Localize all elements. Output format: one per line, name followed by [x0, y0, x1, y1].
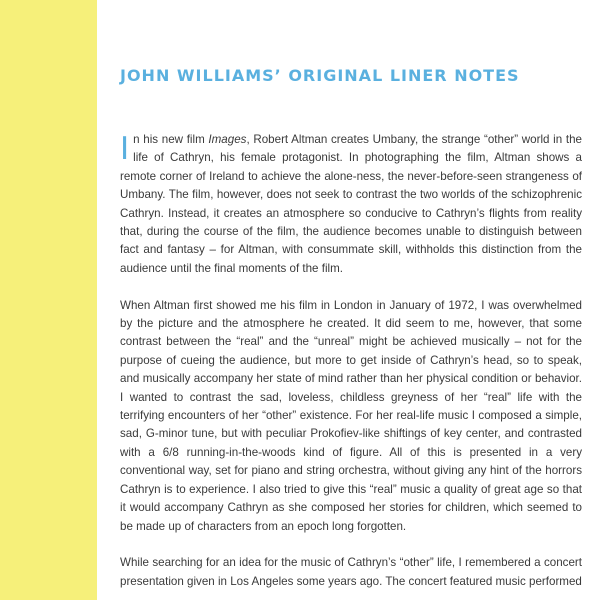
paragraph-3: While searching for an idea for the music of Cathryn’s “other” life, I remembered a concert presentation given in Los Angeles some years ago. The concert featured music performed	[120, 556, 582, 588]
film-title: Images	[208, 133, 247, 146]
title-panel	[97, 0, 600, 112]
paragraph-1-lead: n his new film	[133, 133, 209, 146]
yellow-left-band	[0, 0, 97, 600]
page-title: JOHN WILLIAMS’ ORIGINAL LINER NOTES	[120, 66, 520, 85]
paragraph-1	[120, 131, 582, 278]
paragraph-2: When Altman first showed me his film in London in January of 1972, I was overwhelmed by the picture and the atmosphere he created. It did seem to me, however, that some contrast between the “real” and the “unreal” might be achieved musically – not for the purpose of cueing the audience, but more to get inside of Cathryn’s head, so to speak, and musically accompany her state of mind rather than her physical condition or behavior. I wanted to contrast the sad, loveless, childless greyness of her “real” life with the terrifying encounters of her “other” existence. For her real-life music I composed a simple, sad, G-minor tune, but with peculiar Prokofiev-like shiftings of key center, and contrasted with a 6/8 running-in-the-woods kind of figure. All of this is presented in a very conventional way, set for piano and string orchestra, without giving any hint of the horrors Cathryn is to experience. I also tried to give this “real” music a quality of great age so that it would accompany Cathryn as she composed her stories for children, which seemed to be made up of characters from an epoch long forgotten.	[120, 298, 582, 533]
paragraph-1-rest: , Robert Altman creates Umbany, the strange “other” world in the life of Cathryn, his female protagonist. In photographing the film, Altman shows a remote corner of Ireland to achieve the alone-ness, the never-before-seen strangeness of Umbany. The film, however, does not seek to contrast the two worlds of the schizophrenic Cathryn. Instead, it creates an atmosphere so conducive to Cathryn’s flights from reality that, during the course of the film, the audience becomes unable to distinguish between fact and fantasy – for Altman, with consummate skill, withholds this distinction from the audience until the final moments of the film.	[120, 133, 582, 275]
liner-notes-body	[120, 131, 582, 600]
drop-cap: I	[120, 131, 130, 167]
